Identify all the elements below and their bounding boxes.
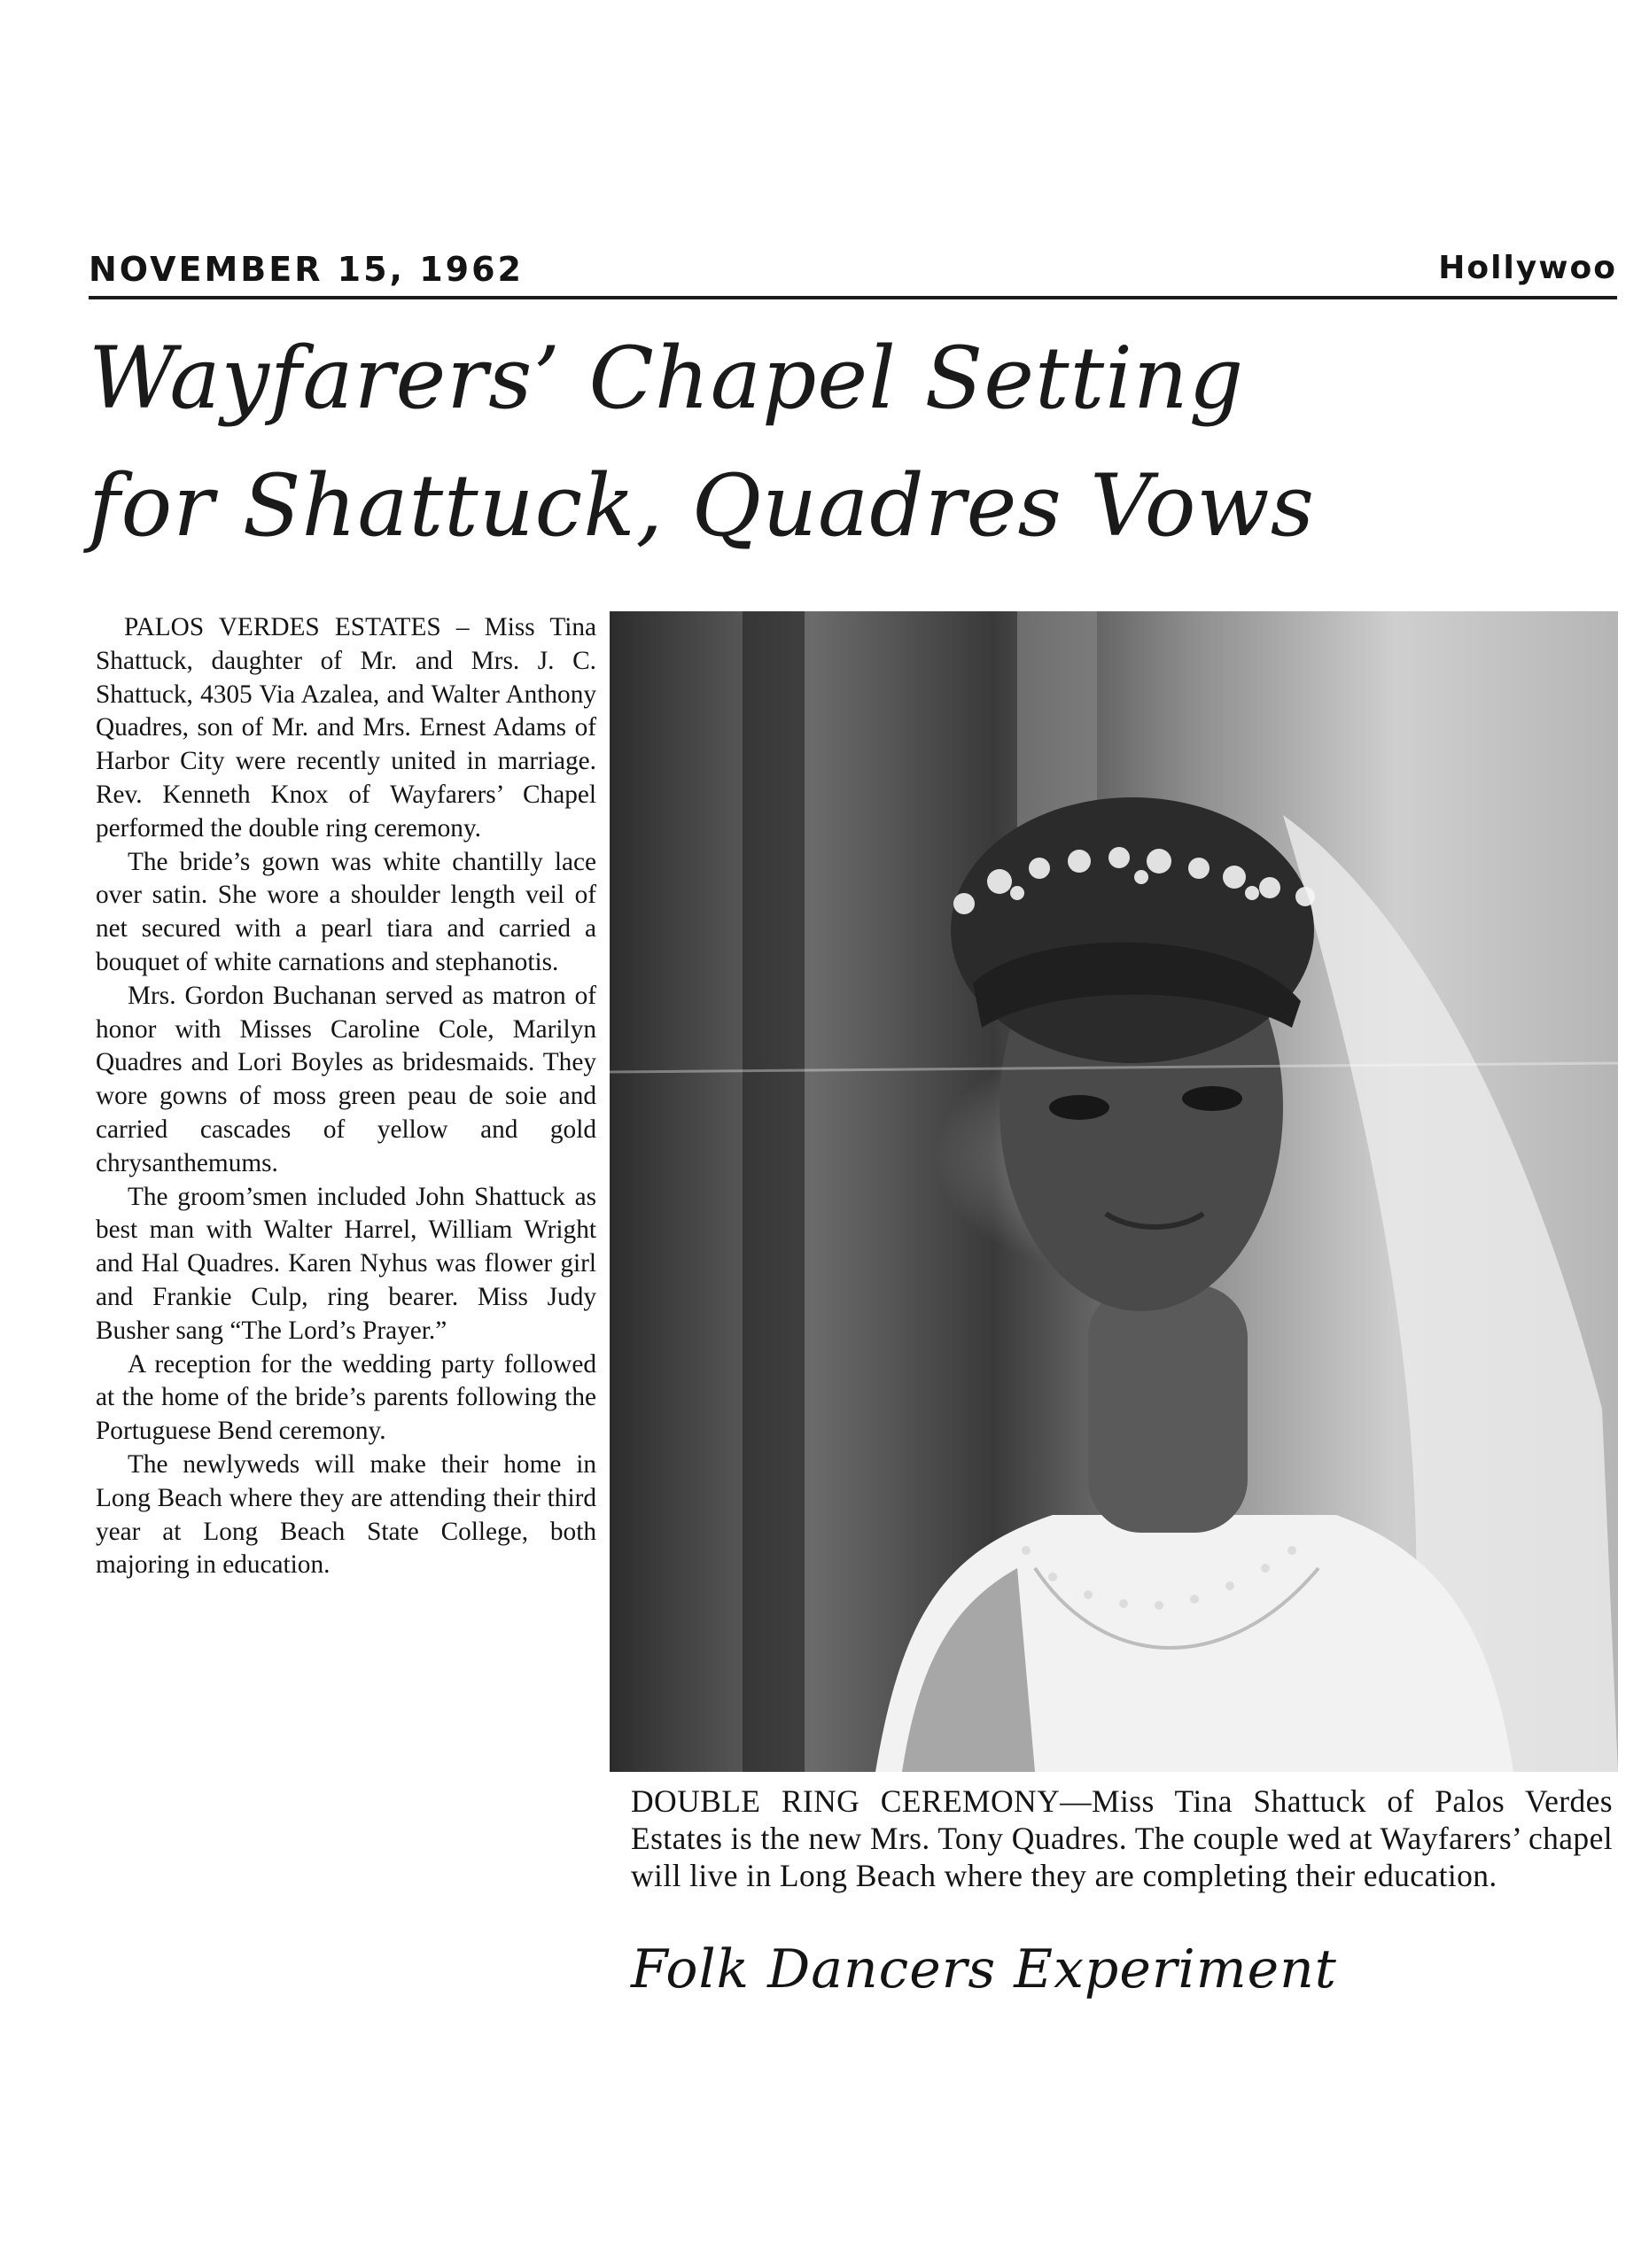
story-paragraph: A reception for the wedding party followed at the home of the bride’s parents following the Portuguese Bend ceremony. [96, 1349, 596, 1446]
headline-line-2: for Shattuck, Quadres Vows [89, 456, 1315, 555]
story-paragraph: The bride’s gown was white chantilly lace over satin. She wore a shoulder length veil of net secured with a pearl tiara and carried a bouquet of white carnations and stephanotis. [96, 847, 596, 976]
newspaper-name: Hollywoo [1438, 250, 1617, 286]
story-paragraph: PALOS VERDES ESTATES – Miss Tina Shattuck, daughter of Mr. and Mrs. J. C. Shattuck, 4305 Via Azalea, and Walter Anthony Quadres, son of Mr. and Mrs. Ernest Adams of Harbor City were recently united in marriage. Rev. Kenneth Knox of Wayfarers’ Chapel performed the double ring ceremony. [96, 613, 596, 843]
bride-portrait-illustration [610, 611, 1618, 1772]
story-body [96, 611, 596, 1582]
next-story-headline: Folk Dancers Experiment [631, 1938, 1337, 2000]
headline-line-1: Wayfarers’ Chapel Setting [89, 329, 1245, 428]
story-paragraph: Mrs. Gordon Buchanan served as matron of honor with Misses Caroline Cole, Marilyn Quadres and Lori Boyles as bridesmaids. They wore gowns of moss green peau de soie and carried cascades of yellow and gold chrysanthemums. [96, 981, 596, 1177]
header-rule [89, 296, 1617, 299]
story-paragraph: The groom’smen included John Shattuck as best man with Walter Harrel, William Wright and Hal Quadres. Karen Nyhus was flower girl and Frankie Culp, ring bearer. Miss Judy Busher sang “The Lord’s Prayer.” [96, 1182, 596, 1345]
bride-photo [610, 611, 1618, 1772]
photo-caption: DOUBLE RING CEREMONY—Miss Tina Shattuck of Palos Verdes Estates is the new Mrs. Tony Quadres. The couple wed at Wayfarers’ chapel will live in Long Beach where they are completing their education. [631, 1783, 1613, 1893]
story-paragraph: The newlyweds will make their home in Long Beach where they are attending their third year at Long Beach State College, both majoring in education. [96, 1449, 596, 1580]
issue-date: NOVEMBER 15, 1962 [89, 250, 524, 289]
clipping-cut-edge [96, 1993, 596, 2011]
headline [89, 315, 1617, 570]
